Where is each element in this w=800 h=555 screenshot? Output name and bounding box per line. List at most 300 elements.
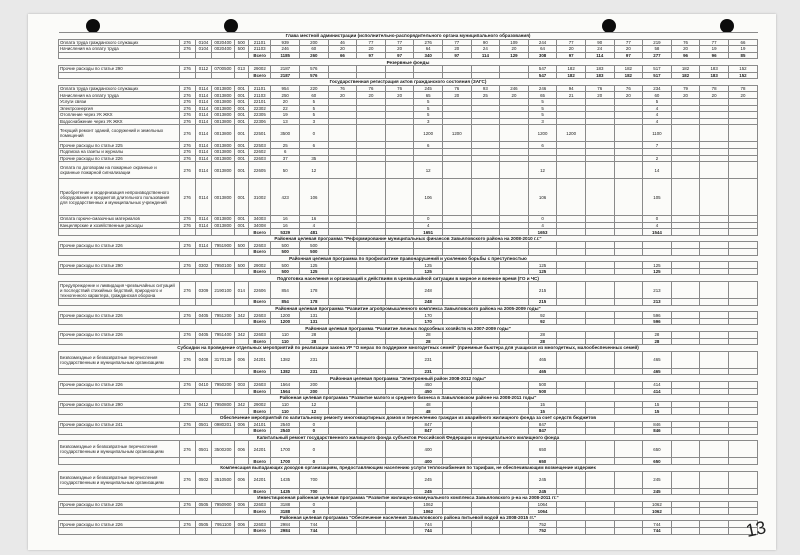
value-cell: 517: [643, 72, 672, 79]
value-cell: 16: [271, 222, 300, 229]
table-row: [59, 262, 758, 269]
row-description: Прочие расходы по статье 226: [59, 521, 180, 528]
value-cell: [728, 401, 757, 408]
value-cell: [728, 299, 757, 306]
value-cell: [700, 501, 729, 508]
value-cell: [385, 441, 414, 458]
code-cell: [234, 52, 248, 59]
value-cell: [328, 242, 357, 249]
table-row: [59, 501, 758, 508]
value-cell: 517: [643, 65, 672, 72]
code-cell: [234, 368, 248, 375]
value-cell: [328, 508, 357, 515]
code-cell: [195, 428, 211, 435]
row-description: Прочие расходы по статье 225: [59, 142, 180, 149]
row-description: Прочие расходы по статье 290: [59, 262, 180, 269]
value-cell: [728, 179, 757, 216]
value-cell: [585, 458, 614, 465]
code-cell: 276: [179, 421, 195, 428]
value-cell: [385, 332, 414, 339]
section-title: Районная целевая программа "Реформирование муниципальных финансов Завьяловского района на 2008-2010 г.г.": [59, 235, 758, 242]
code-cell: 276: [179, 125, 195, 142]
value-cell: 15: [528, 401, 557, 408]
value-cell: [671, 282, 700, 299]
value-cell: 125: [643, 268, 672, 275]
value-cell: [414, 249, 443, 256]
code-cell: 0013800: [212, 155, 234, 162]
value-cell: [328, 381, 357, 388]
value-cell: [671, 222, 700, 229]
value-cell: [500, 65, 529, 72]
value-cell: [385, 381, 414, 388]
value-cell: 24: [585, 46, 614, 53]
value-cell: 85: [728, 52, 757, 59]
value-cell: [700, 249, 729, 256]
value-cell: [328, 312, 357, 319]
value-cell: [500, 421, 529, 428]
value-cell: 22: [271, 105, 300, 112]
row-description: Прочие расходы по статье 290: [59, 401, 180, 408]
value-cell: [385, 249, 414, 256]
value-cell: 97: [357, 52, 386, 59]
code-cell: [179, 488, 195, 495]
value-cell: [328, 458, 357, 465]
value-cell: [643, 249, 672, 256]
code-cell: 0013800: [212, 112, 234, 119]
value-cell: 246: [528, 85, 557, 92]
value-cell: 246: [271, 46, 300, 53]
value-cell: [357, 351, 386, 368]
code-cell: [179, 249, 195, 256]
code-cell: 276: [179, 351, 195, 368]
value-cell: [471, 428, 500, 435]
row-description: Прочие расходы по статье 226: [59, 381, 180, 388]
value-cell: [442, 118, 471, 125]
value-cell: [557, 229, 586, 236]
value-cell: 5: [414, 112, 443, 119]
value-cell: [328, 282, 357, 299]
value-cell: 231: [414, 351, 443, 368]
value-cell: [728, 488, 757, 495]
value-cell: 15: [643, 401, 672, 408]
value-cell: 500: [271, 268, 300, 275]
code-cell: 22602: [248, 148, 270, 155]
value-cell: [585, 125, 614, 142]
row-description: Оплата горюче-смазочных материалов: [59, 216, 180, 223]
value-cell: [700, 381, 729, 388]
value-cell: [442, 222, 471, 229]
value-cell: [557, 332, 586, 339]
code-cell: [234, 488, 248, 495]
value-cell: [671, 112, 700, 119]
code-cell: 0013800: [212, 105, 234, 112]
total-row: [59, 408, 758, 415]
value-cell: [357, 112, 386, 119]
code-cell: 22501: [248, 125, 270, 142]
value-cell: 244: [528, 39, 557, 46]
table-row: [59, 98, 758, 105]
table-row: [59, 92, 758, 99]
value-cell: [728, 98, 757, 105]
value-cell: 19: [700, 46, 729, 53]
table-row: [59, 65, 758, 72]
value-cell: 3: [414, 118, 443, 125]
value-cell: [471, 155, 500, 162]
total-row: [59, 458, 758, 465]
value-cell: [643, 242, 672, 249]
value-cell: [442, 312, 471, 319]
value-cell: [700, 368, 729, 375]
value-cell: [471, 501, 500, 508]
code-cell: 0013800: [212, 142, 234, 149]
value-cell: 245: [643, 471, 672, 488]
value-cell: [328, 125, 357, 142]
value-cell: [328, 421, 357, 428]
value-cell: [728, 501, 757, 508]
value-cell: [671, 338, 700, 345]
value-cell: [471, 242, 500, 249]
value-cell: [671, 318, 700, 325]
value-cell: [614, 521, 643, 528]
value-cell: 547: [528, 65, 557, 72]
value-cell: 182: [557, 72, 586, 79]
code-cell: 276: [179, 501, 195, 508]
row-description: Прочие расходы по статье 241: [59, 421, 180, 428]
total-row: [59, 388, 758, 395]
code-cell: [195, 338, 211, 345]
value-cell: 423: [271, 179, 300, 216]
value-cell: [700, 125, 729, 142]
table-row: [59, 332, 758, 339]
row-description: [59, 299, 180, 306]
code-cell: [195, 458, 211, 465]
value-cell: 28: [300, 338, 329, 345]
value-cell: [500, 508, 529, 515]
value-cell: [385, 458, 414, 465]
section-title-row: [59, 33, 758, 40]
value-cell: [614, 332, 643, 339]
code-cell: 3500200: [212, 441, 234, 458]
value-cell: [385, 148, 414, 155]
row-description: Прочие расходы по статье 226: [59, 312, 180, 319]
code-cell: 0114: [195, 222, 211, 229]
value-cell: 1100: [643, 125, 672, 142]
value-cell: 500: [528, 388, 557, 395]
value-cell: 500: [300, 249, 329, 256]
value-cell: 1185: [271, 52, 300, 59]
value-cell: [700, 105, 729, 112]
value-cell: 6: [271, 148, 300, 155]
value-cell: [700, 332, 729, 339]
value-cell: 1653: [528, 229, 557, 236]
value-cell: 92: [528, 312, 557, 319]
value-cell: 20: [442, 46, 471, 53]
value-cell: 28: [300, 332, 329, 339]
value-cell: [500, 471, 529, 488]
value-cell: 0: [300, 458, 329, 465]
value-cell: [328, 118, 357, 125]
value-cell: [614, 421, 643, 428]
value-cell: [585, 162, 614, 179]
value-cell: [442, 105, 471, 112]
value-cell: [728, 318, 757, 325]
value-cell: [385, 501, 414, 508]
value-cell: 847: [528, 428, 557, 435]
value-cell: 5: [414, 98, 443, 105]
value-cell: [357, 105, 386, 112]
value-cell: [500, 262, 529, 269]
value-cell: [357, 118, 386, 125]
code-cell: [234, 388, 248, 395]
value-cell: 178: [300, 282, 329, 299]
value-cell: 5: [643, 98, 672, 105]
value-cell: [500, 458, 529, 465]
value-cell: 93: [471, 85, 500, 92]
value-cell: [385, 408, 414, 415]
value-cell: [328, 388, 357, 395]
code-cell: 500: [234, 39, 248, 46]
value-cell: [528, 249, 557, 256]
value-cell: [385, 162, 414, 179]
code-cell: 0501: [195, 421, 211, 428]
value-cell: 182: [614, 72, 643, 79]
value-cell: [728, 268, 757, 275]
row-description: [59, 338, 180, 345]
code-cell: 22603: [248, 501, 270, 508]
code-cell: 0408: [195, 351, 211, 368]
table-row: [59, 162, 758, 179]
row-description: Безвозмездные и безвозвратные перечисления государственным и муниципальным организациям: [59, 351, 180, 368]
value-cell: [585, 528, 614, 535]
code-cell: 003: [234, 381, 248, 388]
code-cell: Всего: [248, 458, 270, 465]
value-cell: 1700: [271, 441, 300, 458]
value-cell: [357, 148, 386, 155]
value-cell: [671, 216, 700, 223]
value-cell: 547: [528, 72, 557, 79]
total-row: [59, 488, 758, 495]
section-title: Обеспечение мероприятий по капитальному ремонту многоквартирных домов и переселению граждан из аварийного жилищного фонда за счет средств бюджетов: [59, 414, 758, 421]
value-cell: [585, 179, 614, 216]
code-cell: Всего: [248, 72, 270, 79]
value-cell: 200: [300, 388, 329, 395]
value-cell: [557, 249, 586, 256]
value-cell: [671, 388, 700, 395]
code-cell: 0412: [195, 401, 211, 408]
code-cell: 22605: [248, 162, 270, 179]
value-cell: [357, 299, 386, 306]
code-cell: 0114: [195, 242, 211, 249]
value-cell: 110: [271, 408, 300, 415]
code-cell: 342: [234, 312, 248, 319]
code-cell: Всего: [248, 368, 270, 375]
value-cell: [614, 242, 643, 249]
row-description: [59, 428, 180, 435]
code-cell: 001: [234, 142, 248, 149]
value-cell: [728, 421, 757, 428]
section-title: Районная целевая программа "Обеспечение населения Завьяловского района питьевой водой на 2008-2015 гг.": [59, 514, 758, 521]
value-cell: [442, 488, 471, 495]
value-cell: 1062: [414, 501, 443, 508]
value-cell: 215: [528, 282, 557, 299]
code-cell: 22603: [248, 381, 270, 388]
value-cell: [528, 242, 557, 249]
value-cell: 65: [414, 92, 443, 99]
total-row: [59, 249, 758, 256]
code-cell: 22603: [248, 242, 270, 249]
code-cell: 29002: [248, 65, 270, 72]
value-cell: [614, 318, 643, 325]
row-description: Прочие расходы по статье 226: [59, 155, 180, 162]
table-row: [59, 112, 758, 119]
value-cell: [328, 142, 357, 149]
value-cell: [728, 105, 757, 112]
value-cell: [614, 222, 643, 229]
code-cell: Всего: [248, 299, 270, 306]
section-title: Районная целевая программа "Развитие личных подсобных хозяйств на 2007-2009 годы": [59, 325, 758, 332]
value-cell: 5: [528, 112, 557, 119]
value-cell: 4: [643, 118, 672, 125]
value-cell: [471, 299, 500, 306]
value-cell: 12: [300, 162, 329, 179]
value-cell: [557, 388, 586, 395]
code-cell: [234, 318, 248, 325]
value-cell: 245: [528, 471, 557, 488]
code-cell: 0114: [195, 142, 211, 149]
code-cell: Всего: [248, 428, 270, 435]
value-cell: [614, 299, 643, 306]
value-cell: [671, 368, 700, 375]
code-cell: [179, 368, 195, 375]
value-cell: [500, 368, 529, 375]
code-cell: 0114: [195, 155, 211, 162]
value-cell: [328, 65, 357, 72]
table-row: [59, 142, 758, 149]
value-cell: [700, 351, 729, 368]
total-row: [59, 52, 758, 59]
value-cell: [614, 441, 643, 458]
code-cell: 001: [234, 85, 248, 92]
value-cell: [728, 381, 757, 388]
value-cell: [671, 118, 700, 125]
value-cell: [614, 118, 643, 125]
value-cell: [500, 299, 529, 306]
value-cell: 6: [300, 142, 329, 149]
value-cell: [671, 471, 700, 488]
code-cell: 0112: [195, 65, 211, 72]
section-title: Районная целевая программа "Электронный район 2008-2012 годы": [59, 375, 758, 382]
code-cell: 342: [234, 401, 248, 408]
value-cell: [385, 388, 414, 395]
value-cell: 414: [643, 388, 672, 395]
value-cell: [328, 351, 357, 368]
code-cell: 29002: [248, 401, 270, 408]
value-cell: [471, 521, 500, 528]
value-cell: [585, 268, 614, 275]
value-cell: [585, 471, 614, 488]
code-cell: Всего: [248, 528, 270, 535]
value-cell: [328, 179, 357, 216]
code-cell: [212, 229, 234, 236]
value-cell: 15: [643, 408, 672, 415]
code-cell: [212, 528, 234, 535]
value-cell: [385, 112, 414, 119]
code-cell: [195, 52, 211, 59]
value-cell: [442, 72, 471, 79]
value-cell: [357, 471, 386, 488]
value-cell: [585, 142, 614, 149]
total-row: [59, 72, 758, 79]
value-cell: [500, 318, 529, 325]
value-cell: 400: [414, 458, 443, 465]
value-cell: 28: [414, 332, 443, 339]
value-cell: [328, 501, 357, 508]
value-cell: 20: [328, 92, 357, 99]
value-cell: [500, 332, 529, 339]
value-cell: 76: [385, 85, 414, 92]
value-cell: [728, 428, 757, 435]
value-cell: 1382: [271, 368, 300, 375]
value-cell: [614, 488, 643, 495]
value-cell: [328, 72, 357, 79]
value-cell: 125: [300, 268, 329, 275]
value-cell: [471, 282, 500, 299]
value-cell: [385, 98, 414, 105]
code-cell: 276: [179, 112, 195, 119]
code-cell: 21101: [248, 85, 270, 92]
row-description: Приобретение и модернизация непроизводственного оборудования и предметов длительного пользования для государственных и муниципальных учреждений: [59, 179, 180, 216]
table-row: [59, 351, 758, 368]
code-cell: [195, 249, 211, 256]
value-cell: [500, 338, 529, 345]
row-description: Начисления на оплату труда: [59, 92, 180, 99]
value-cell: 20: [671, 92, 700, 99]
value-cell: [357, 338, 386, 345]
value-cell: 15: [528, 408, 557, 415]
code-cell: [234, 428, 248, 435]
value-cell: [585, 318, 614, 325]
value-cell: 77: [614, 39, 643, 46]
table-row: [59, 242, 758, 249]
table-row: [59, 85, 758, 92]
value-cell: [728, 112, 757, 119]
value-cell: 28: [528, 338, 557, 345]
value-cell: 954: [271, 85, 300, 92]
value-cell: 6: [414, 142, 443, 149]
value-cell: [442, 229, 471, 236]
value-cell: [328, 216, 357, 223]
total-row: [59, 368, 758, 375]
value-cell: [471, 125, 500, 142]
value-cell: 183: [700, 72, 729, 79]
value-cell: 131: [300, 312, 329, 319]
value-cell: [357, 421, 386, 428]
value-cell: 12: [528, 162, 557, 179]
value-cell: [442, 521, 471, 528]
code-cell: [212, 428, 234, 435]
code-cell: [195, 368, 211, 375]
value-cell: 200: [300, 39, 329, 46]
code-cell: [179, 318, 195, 325]
code-cell: [179, 52, 195, 59]
value-cell: [585, 332, 614, 339]
value-cell: 37: [271, 155, 300, 162]
value-cell: [442, 216, 471, 223]
value-cell: 5: [300, 105, 329, 112]
value-cell: [300, 148, 329, 155]
code-cell: 0114: [195, 148, 211, 155]
section-title: Инвестиционная районная целевая программа "Развитие жилищно-коммунального комплекса Завьяловского р-на на 2008-2011 гг.": [59, 495, 758, 502]
